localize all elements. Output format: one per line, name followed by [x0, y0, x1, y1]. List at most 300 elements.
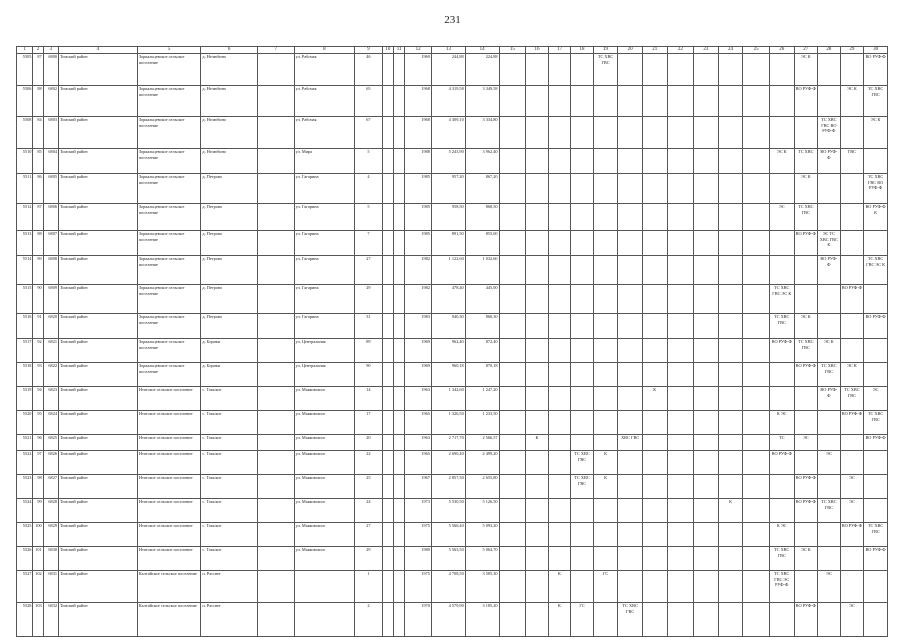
table-cell: д. Петрово: [201, 285, 257, 314]
table-cell: 5 530,50: [431, 499, 465, 523]
table-cell: ВО РУФ-Ф: [794, 603, 818, 637]
column-number-cell: 10: [382, 47, 393, 54]
table-cell: п. Рассвет: [201, 603, 257, 637]
table-cell: Томский район: [58, 523, 137, 547]
table-cell: [818, 285, 841, 314]
table-cell: [294, 603, 354, 637]
column-number-cell: 26: [769, 47, 794, 54]
table-cell: 5: [355, 149, 383, 174]
table-cell: ТС ХВС ГВС: [571, 451, 594, 475]
table-cell: Томский район: [58, 475, 137, 499]
table-cell: [526, 363, 549, 387]
table-cell: [769, 603, 794, 637]
table-cell: ЭС: [840, 475, 864, 499]
table-cell: [257, 411, 294, 435]
table-cell: К: [548, 571, 571, 603]
table-cell: [667, 603, 694, 637]
table-cell: [864, 231, 888, 256]
table-cell: [618, 363, 643, 387]
table-cell: 867,20: [465, 174, 499, 204]
table-cell: Итатское сельское поселение: [137, 435, 201, 451]
table-cell: [818, 547, 841, 571]
table-cell: [667, 54, 694, 86]
table-cell: [694, 54, 719, 86]
table-cell: [394, 231, 405, 256]
table-cell: Зоркальцевское сельское поселение: [137, 363, 201, 387]
table-cell: [769, 387, 794, 411]
table-cell: [499, 86, 526, 117]
table-cell: [694, 475, 719, 499]
table-cell: [718, 571, 743, 603]
table-cell: ул. Рабочая: [294, 117, 354, 149]
table-cell: 2 655,80: [465, 475, 499, 499]
table-cell: [667, 339, 694, 363]
table-cell: д. Петрово: [201, 231, 257, 256]
table-cell: [257, 117, 294, 149]
table-cell: 6807: [43, 231, 58, 256]
table-cell: [571, 231, 594, 256]
table-cell: 5510: [17, 149, 33, 174]
table-cell: [257, 86, 294, 117]
table-cell: [794, 451, 818, 475]
table-cell: [642, 204, 667, 231]
table-cell: [718, 86, 743, 117]
table-cell: [694, 285, 719, 314]
table-cell: 27: [355, 256, 383, 285]
table-cell: ТС ХВС ГВС: [818, 363, 841, 387]
table-cell: 5521: [17, 435, 33, 451]
table-cell: [526, 603, 549, 637]
table-cell: [694, 411, 719, 435]
table-cell: [571, 256, 594, 285]
table-cell: с. Томское: [201, 475, 257, 499]
table-cell: 5518: [17, 363, 33, 387]
table-cell: [667, 547, 694, 571]
table-cell: ул. Гагарина: [294, 231, 354, 256]
table-cell: [593, 603, 618, 637]
table-cell: д. Нелюбино: [201, 54, 257, 86]
table-cell: ЭС К: [769, 149, 794, 174]
table-cell: [743, 523, 770, 547]
table-cell: [526, 174, 549, 204]
table-cell: ТС ХВС ГВС: [769, 547, 794, 571]
table-cell: 5 563,50: [431, 547, 465, 571]
table-cell: [618, 149, 643, 174]
table-cell: 5511: [17, 174, 33, 204]
table-cell: 445,00: [465, 285, 499, 314]
table-cell: [718, 204, 743, 231]
table-cell: [499, 451, 526, 475]
table-cell: [618, 547, 643, 571]
table-cell: [382, 285, 393, 314]
table-cell: д. Петрово: [201, 174, 257, 204]
table-cell: [593, 547, 618, 571]
table-cell: [642, 363, 667, 387]
table-cell: ВО РУФ-Ф: [818, 149, 841, 174]
table-cell: 3 334,80: [465, 117, 499, 149]
table-row: [17, 475, 888, 499]
table-cell: 1965: [405, 411, 432, 435]
table-cell: [667, 285, 694, 314]
table-cell: [743, 451, 770, 475]
table-row: [17, 117, 888, 149]
table-cell: [769, 256, 794, 285]
table-row: [17, 499, 888, 523]
table-cell: ТС ХВС ГВС: [864, 411, 888, 435]
table-cell: 6824: [43, 411, 58, 435]
table-cell: 1 342,60: [431, 387, 465, 411]
table-cell: ул. Маяковского: [294, 387, 354, 411]
column-number-cell: 4: [58, 47, 137, 54]
table-cell: [499, 231, 526, 256]
table-cell: К: [593, 475, 618, 499]
table-row: [17, 314, 888, 339]
table-cell: [769, 231, 794, 256]
table-cell: [694, 174, 719, 204]
table-cell: Итатское сельское поселение: [137, 499, 201, 523]
table-cell: ЭС К: [840, 363, 864, 387]
table-cell: ЭС К: [794, 54, 818, 86]
table-cell: [818, 411, 841, 435]
table-cell: 3 585,30: [465, 571, 499, 603]
table-cell: [818, 523, 841, 547]
table-cell: Итатское сельское поселение: [137, 523, 201, 547]
table-cell: 1975: [405, 523, 432, 547]
table-cell: [571, 204, 594, 231]
table-cell: ТС ХВС ГВС ЭС К: [769, 285, 794, 314]
table-cell: [718, 451, 743, 475]
table-cell: [864, 363, 888, 387]
table-cell: 868,50: [465, 204, 499, 231]
table-cell: ВО РУФ-Ф: [794, 86, 818, 117]
table-cell: 14: [355, 387, 383, 411]
table-cell: [526, 149, 549, 174]
table-cell: 244,88: [431, 54, 465, 86]
table-cell: [394, 523, 405, 547]
table-cell: [667, 314, 694, 339]
table-cell: ЭС К: [840, 86, 864, 117]
table-cell: Итатское сельское поселение: [137, 475, 201, 499]
table-cell: [618, 256, 643, 285]
column-number-cell: 19: [593, 47, 618, 54]
table-cell: [667, 523, 694, 547]
table-cell: 6822: [43, 363, 58, 387]
table-cell: [667, 363, 694, 387]
table-cell: [667, 435, 694, 451]
table-cell: [818, 314, 841, 339]
table-cell: [718, 411, 743, 435]
table-cell: [743, 117, 770, 149]
table-cell: 5517: [17, 339, 33, 363]
table-cell: 1963: [405, 387, 432, 411]
table-cell: 98: [33, 475, 43, 499]
table-cell: 95: [33, 411, 43, 435]
table-cell: [571, 523, 594, 547]
table-cell: [718, 475, 743, 499]
table-cell: 872,40: [465, 339, 499, 363]
table-row: [17, 86, 888, 117]
table-cell: 5508: [17, 117, 33, 149]
table-cell: [593, 523, 618, 547]
table-cell: ЭС: [840, 603, 864, 637]
table-row: [17, 571, 888, 603]
column-number-cell: 8: [294, 47, 354, 54]
table-cell: 1 326,50: [431, 411, 465, 435]
column-number-cell: 14: [465, 47, 499, 54]
table-cell: [548, 411, 571, 435]
table-cell: [526, 231, 549, 256]
table-cell: [840, 256, 864, 285]
table-cell: [743, 285, 770, 314]
table-cell: 1: [355, 571, 383, 603]
table-cell: [499, 174, 526, 204]
table-cell: [743, 475, 770, 499]
column-number-cell: 18: [571, 47, 594, 54]
table-cell: [499, 571, 526, 603]
table-cell: 4: [355, 174, 383, 204]
table-cell: [526, 411, 549, 435]
table-cell: Томский район: [58, 571, 137, 603]
table-cell: 1969: [405, 363, 432, 387]
table-cell: [382, 256, 393, 285]
table-cell: ТС ХВС ГВС: [618, 603, 643, 637]
table-cell: Зоркальцевское сельское поселение: [137, 174, 201, 204]
table-cell: [548, 149, 571, 174]
table-cell: 29: [355, 547, 383, 571]
table-cell: Томский район: [58, 256, 137, 285]
table-cell: 67: [355, 117, 383, 149]
table-cell: Зоркальцевское сельское поселение: [137, 54, 201, 86]
table-cell: [593, 285, 618, 314]
table-cell: Зоркальцевское сельское поселение: [137, 204, 201, 231]
table-cell: [257, 435, 294, 451]
table-cell: ул. Центральная: [294, 339, 354, 363]
table-cell: Зоркальцевское сельское поселение: [137, 256, 201, 285]
table-cell: 65: [355, 86, 383, 117]
table-cell: 96: [33, 435, 43, 451]
table-cell: [593, 231, 618, 256]
table-cell: [694, 149, 719, 174]
table-cell: 1967: [405, 475, 432, 499]
table-cell: ЭС К: [864, 117, 888, 149]
table-row: [17, 603, 888, 637]
table-cell: д. Нелюбино: [201, 86, 257, 117]
table-cell: 5527: [17, 571, 33, 603]
table-cell: 868,30: [465, 314, 499, 339]
table-cell: [694, 571, 719, 603]
table-cell: [618, 231, 643, 256]
table-cell: 1980: [405, 547, 432, 571]
table-cell: 5526: [17, 547, 33, 571]
table-cell: ГС: [571, 603, 594, 637]
table-row: [17, 231, 888, 256]
table-cell: 6805: [43, 174, 58, 204]
table-cell: [818, 603, 841, 637]
table-cell: 90: [355, 363, 383, 387]
table-cell: ТС ХВС ГВС: [818, 499, 841, 523]
table-cell: [840, 571, 864, 603]
table-cell: [794, 571, 818, 603]
table-cell: [499, 339, 526, 363]
table-cell: [593, 256, 618, 285]
table-cell: ВО РУФ-Ф: [840, 523, 864, 547]
table-cell: [526, 285, 549, 314]
column-number-cell: 6: [201, 47, 257, 54]
table-cell: [864, 285, 888, 314]
table-cell: [394, 174, 405, 204]
table-cell: [618, 411, 643, 435]
table-cell: 5506: [17, 86, 33, 117]
table-cell: [694, 231, 719, 256]
table-cell: 1985: [405, 174, 432, 204]
table-cell: [718, 231, 743, 256]
table-cell: [571, 499, 594, 523]
table-cell: [526, 256, 549, 285]
table-cell: К: [593, 451, 618, 475]
table-cell: Томский район: [58, 149, 137, 174]
table-cell: 89: [355, 339, 383, 363]
table-cell: ВО РУФ-Ф: [864, 54, 888, 86]
table-cell: [718, 387, 743, 411]
table-cell: [840, 231, 864, 256]
table-cell: 1 122,60: [431, 256, 465, 285]
table-cell: [840, 339, 864, 363]
table-cell: [642, 603, 667, 637]
table-cell: ул. Гагарина: [294, 174, 354, 204]
table-cell: [382, 387, 393, 411]
column-number-cell: 28: [818, 47, 841, 54]
table-cell: [840, 547, 864, 571]
table-cell: К: [548, 603, 571, 637]
table-cell: [499, 547, 526, 571]
table-cell: ВО РУФ-Ф: [818, 256, 841, 285]
table-cell: [394, 86, 405, 117]
table-cell: [818, 174, 841, 204]
table-cell: [382, 174, 393, 204]
table-cell: [840, 314, 864, 339]
table-cell: ЭС: [818, 571, 841, 603]
table-cell: ТС ХВС ГВС ВО РУФ-Ф: [818, 117, 841, 149]
table-cell: [642, 475, 667, 499]
table-cell: [642, 314, 667, 339]
table-cell: [394, 451, 405, 475]
table-cell: [718, 523, 743, 547]
table-cell: [743, 571, 770, 603]
table-cell: [382, 571, 393, 603]
table-cell: д. Петрово: [201, 256, 257, 285]
table-cell: [718, 339, 743, 363]
table-cell: ул. Рабочая: [294, 86, 354, 117]
table-cell: 6820: [43, 314, 58, 339]
table-cell: ул. Гагарина: [294, 256, 354, 285]
table-cell: 6826: [43, 451, 58, 475]
table-cell: [818, 86, 841, 117]
column-number-cell: 12: [405, 47, 432, 54]
table-cell: [769, 86, 794, 117]
table-cell: [548, 499, 571, 523]
table-cell: [394, 547, 405, 571]
table-cell: ГС: [593, 571, 618, 603]
table-cell: д. Нелюбино: [201, 149, 257, 174]
table-cell: [840, 54, 864, 86]
table-cell: 4 319,58: [431, 86, 465, 117]
table-cell: [718, 314, 743, 339]
table-cell: ЭС: [769, 204, 794, 231]
table-cell: [667, 475, 694, 499]
table-cell: [593, 204, 618, 231]
table-cell: ВО РУФ-Ф: [840, 285, 864, 314]
table-cell: с. Томское: [201, 411, 257, 435]
table-cell: [694, 314, 719, 339]
table-cell: [548, 256, 571, 285]
table-cell: [667, 499, 694, 523]
table-cell: [257, 256, 294, 285]
table-cell: [526, 499, 549, 523]
table-cell: ТС ХВС ГВС: [571, 475, 594, 499]
table-cell: [743, 547, 770, 571]
table-cell: д. Петрово: [201, 314, 257, 339]
table-cell: 5524: [17, 499, 33, 523]
table-cell: [394, 204, 405, 231]
table-cell: Зоркальцевское сельское поселение: [137, 339, 201, 363]
table-cell: д. Нелюбино: [201, 117, 257, 149]
table-cell: [257, 603, 294, 637]
table-cell: [743, 86, 770, 117]
table-row: [17, 547, 888, 571]
table-cell: [593, 86, 618, 117]
table-cell: Итатское сельское поселение: [137, 451, 201, 475]
table-cell: [794, 411, 818, 435]
table-cell: 2 857,50: [431, 475, 465, 499]
table-cell: [618, 571, 643, 603]
table-cell: [526, 86, 549, 117]
table-cell: [382, 339, 393, 363]
table-cell: 24: [355, 499, 383, 523]
table-cell: 92: [33, 339, 43, 363]
table-cell: ЭС: [864, 387, 888, 411]
table-cell: [257, 451, 294, 475]
column-number-cell: 22: [667, 47, 694, 54]
table-cell: [743, 204, 770, 231]
table-cell: Томский район: [58, 499, 137, 523]
column-number-cell: 9: [355, 47, 383, 54]
table-row: [17, 523, 888, 547]
table-cell: 2 499,20: [465, 451, 499, 475]
table-cell: [618, 285, 643, 314]
table-cell: ВО РУФ-Ф: [769, 339, 794, 363]
table-cell: [769, 54, 794, 86]
table-cell: ВО РУФ-Ф: [818, 387, 841, 411]
table-cell: [642, 547, 667, 571]
table-cell: 870,18: [465, 363, 499, 387]
table-row: [17, 285, 888, 314]
table-cell: [382, 86, 393, 117]
table-cell: ул. Маяковского: [294, 411, 354, 435]
table-cell: 1985: [405, 231, 432, 256]
table-cell: [694, 117, 719, 149]
table-cell: [548, 475, 571, 499]
table-cell: ЭС К: [794, 174, 818, 204]
table-cell: К: [526, 435, 549, 451]
table-cell: [642, 117, 667, 149]
table-cell: [718, 547, 743, 571]
table-row: [17, 256, 888, 285]
table-cell: [548, 435, 571, 451]
table-cell: 6828: [43, 499, 58, 523]
table-cell: 17: [355, 411, 383, 435]
table-cell: [499, 387, 526, 411]
column-number-cell: 24: [718, 47, 743, 54]
